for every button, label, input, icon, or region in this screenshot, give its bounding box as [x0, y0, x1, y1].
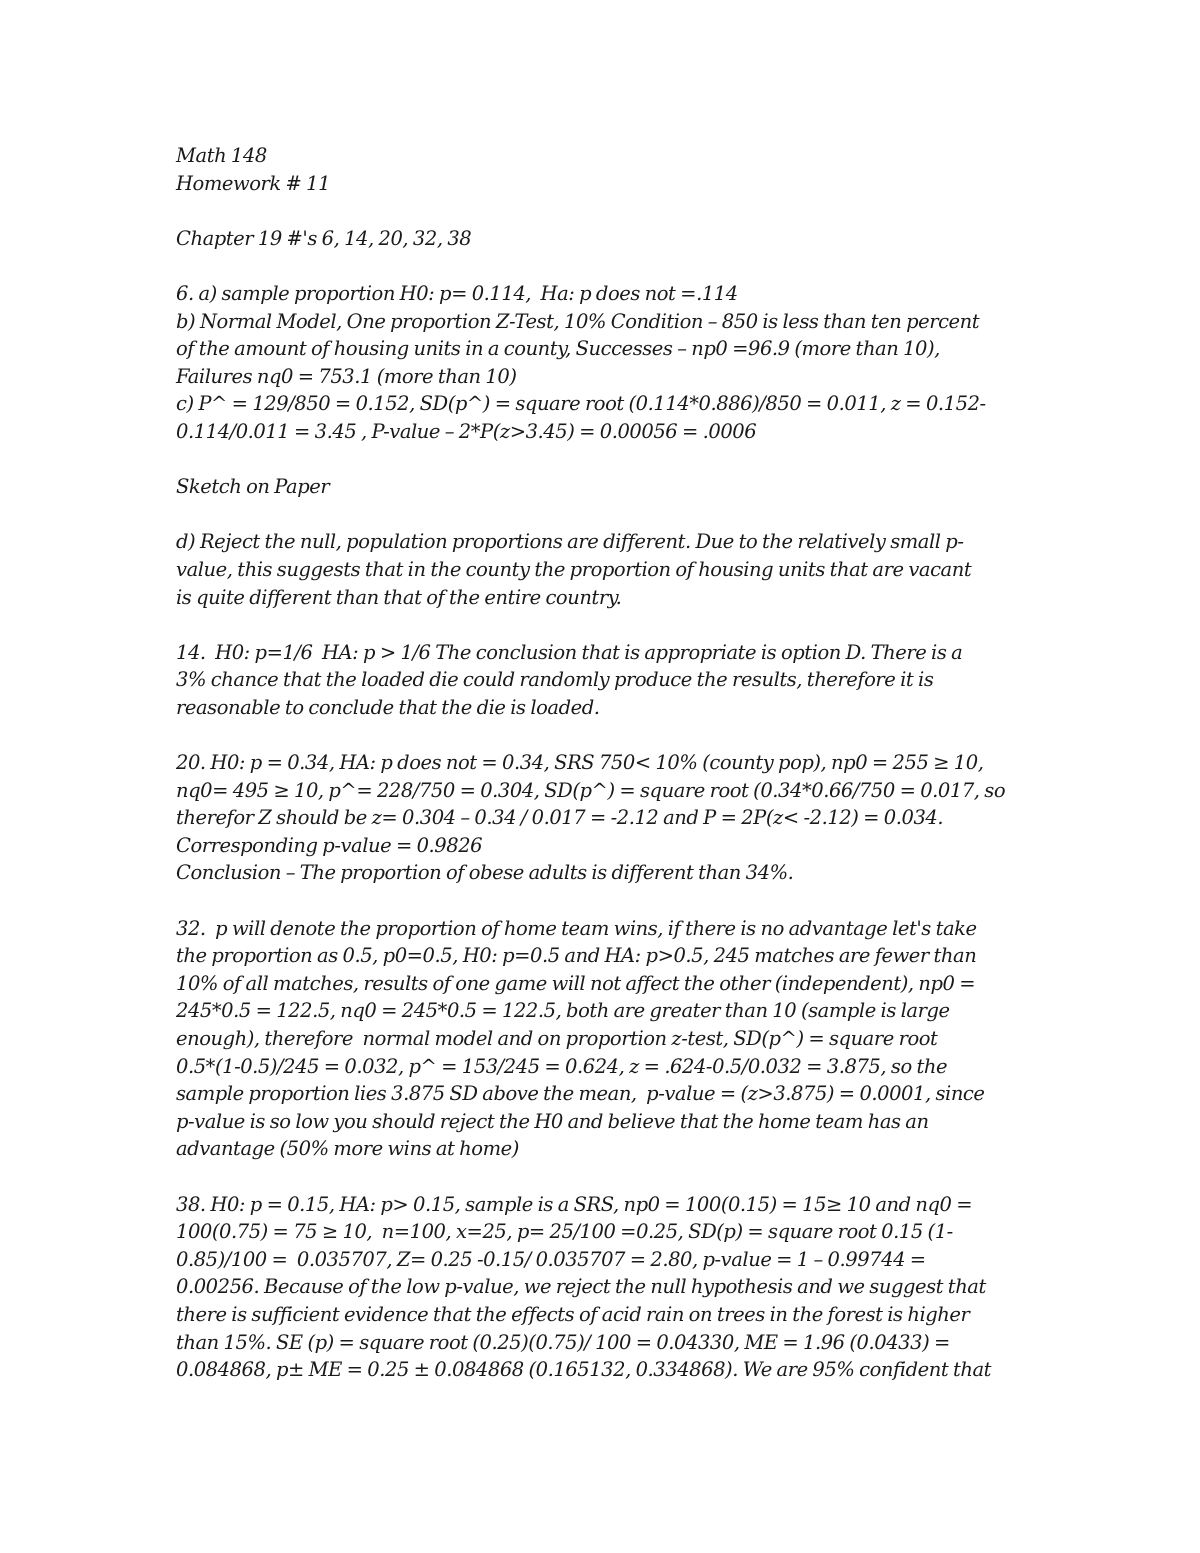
paragraph-line: therefor Z should be z= 0.304 – 0.34 / 0.017 = -2.12 and P = 2P(z< -2.12) = 0.034.: [176, 806, 944, 830]
paragraph-line: 6. a) sample proportion H0: p= 0.114, Ha: p does not =.114: [176, 281, 738, 305]
paragraph-line: 3% chance that the loaded die could randomly produce the results, therefore it is: [176, 668, 934, 692]
spacer: [176, 887, 1018, 915]
paragraph-line: 14. H0: p=1/6 HA: p > 1/6 The conclusion that is appropriate is option D. There is a: [176, 640, 963, 664]
paragraph-line: 245*0.5 = 122.5, nq0 = 245*0.5 = 122.5, both are greater than 10 (sample is large: [176, 999, 950, 1023]
problem-32: [176, 915, 1018, 1163]
paragraph-line: the proportion as 0.5, p0=0.5, H0: p=0.5 and HA: p>0.5, 245 matches are fewer than: [176, 944, 977, 968]
paragraph-line: 100(0.75) = 75 ≥ 10, n=100, x=25, p= 25/100 =0.25, SD(p) = square root 0.15 (1-: [176, 1220, 953, 1244]
problem-6: [176, 280, 1018, 611]
paragraph-line: of the amount of housing units in a county, Successes – np0 =96.9 (more than 10),: [176, 337, 940, 361]
problem-38: [176, 1191, 1018, 1384]
chapter-line: Chapter 19 #'s 6, 14, 20, 32, 38: [176, 226, 472, 250]
paragraph-line: value, this suggests that in the county the proportion of housing units that are vacant: [176, 557, 972, 581]
problem-20: [176, 749, 1018, 887]
paragraph-line: Failures nq0 = 753.1 (more than 10): [176, 364, 517, 388]
paragraph-line: 32. p will denote the proportion of home team wins, if there is no advantage let's take: [176, 916, 977, 940]
spacer: [176, 446, 1018, 474]
assignment-title: Homework # 11: [176, 171, 331, 195]
paragraph-line: d) Reject the null, population proportions are different. Due to the relatively small p-: [176, 530, 964, 554]
spacer: [176, 252, 1018, 280]
paragraph-line: enough), therefore normal model and on proportion z-test, SD(p^) = square root: [176, 1027, 938, 1050]
spacer: [176, 611, 1018, 639]
paragraph-line: advantage (50% more wins at home): [176, 1137, 519, 1161]
paragraph-line: 0.084868, p± ME = 0.25 ± 0.084868 (0.165132, 0.334868). We are 95% confident that: [176, 1358, 992, 1382]
paragraph-line: c) P^ = 129/850 = 0.152, SD(p^) = square root (0.114*0.886)/850 = 0.011, z = 0.152-: [176, 392, 986, 416]
paragraph-line: 20. H0: p = 0.34, HA: p does not = 0.34, SRS 750< 10% (county pop), np0 = 255 ≥ 10,: [176, 751, 984, 775]
paragraph-line: Corresponding p-value = 0.9826: [176, 833, 483, 857]
problem-14: [176, 639, 1018, 722]
paragraph-line: reasonable to conclude that the die is loaded.: [176, 695, 600, 719]
paragraph-line: 0.5*(1-0.5)/245 = 0.032, p^ = 153/245 = 0.624, z = .624-0.5/0.032 = 3.875, so the: [176, 1054, 948, 1078]
paragraph-line: Conclusion – The proportion of obese adults is different than 34%.: [176, 861, 794, 885]
paragraph-line: 0.85)/100 = 0.035707, Z= 0.25 -0.15/ 0.035707 = 2.80, p-value = 1 – 0.99744 =: [176, 1247, 926, 1271]
spacer: [176, 197, 1018, 225]
paragraph-line: 0.00256. Because of the low p-value, we reject the null hypothesis and we suggest that: [176, 1275, 986, 1299]
spacer: [176, 721, 1018, 749]
paragraph-line: p-value is so low you should reject the H0 and believe that the home team has an: [176, 1109, 929, 1133]
spacer: [176, 1163, 1018, 1191]
paragraph-line: there is sufficient evidence that the effects of acid rain on trees in the forest is higher: [176, 1302, 970, 1326]
document-body: [176, 142, 1018, 1384]
paragraph-line: 0.114/0.011 = 3.45 , P-value – 2*P(z>3.45) = 0.00056 = .0006: [176, 419, 757, 443]
paragraph-line: nq0= 495 ≥ 10, p^= 228/750 = 0.304, SD(p^) = square root (0.34*0.66/750 = 0.017, so: [176, 778, 1006, 802]
paragraph-line: is quite different than that of the entire country.: [176, 585, 622, 609]
paragraph-line: 10% of all matches, results of one game will not affect the other (independent), np0 =: [176, 971, 976, 995]
paragraph-line: sample proportion lies 3.875 SD above the mean, p-value = (z>3.875) = 0.0001, since: [176, 1082, 985, 1106]
sketch-note: Sketch on Paper: [176, 475, 330, 499]
spacer: [176, 501, 1018, 529]
course-title: Math 148: [176, 144, 267, 167]
paragraph-line: 38. H0: p = 0.15, HA: p> 0.15, sample is a SRS, np0 = 100(0.15) = 15≥ 10 and nq0 =: [176, 1192, 973, 1216]
paragraph-line: than 15%. SE (p) = square root (0.25)(0.75)/ 100 = 0.04330, ME = 1.96 (0.0433) =: [176, 1330, 950, 1354]
paragraph-line: b) Normal Model, One proportion Z-Test, 10% Condition – 850 is less than ten percent: [176, 309, 980, 333]
